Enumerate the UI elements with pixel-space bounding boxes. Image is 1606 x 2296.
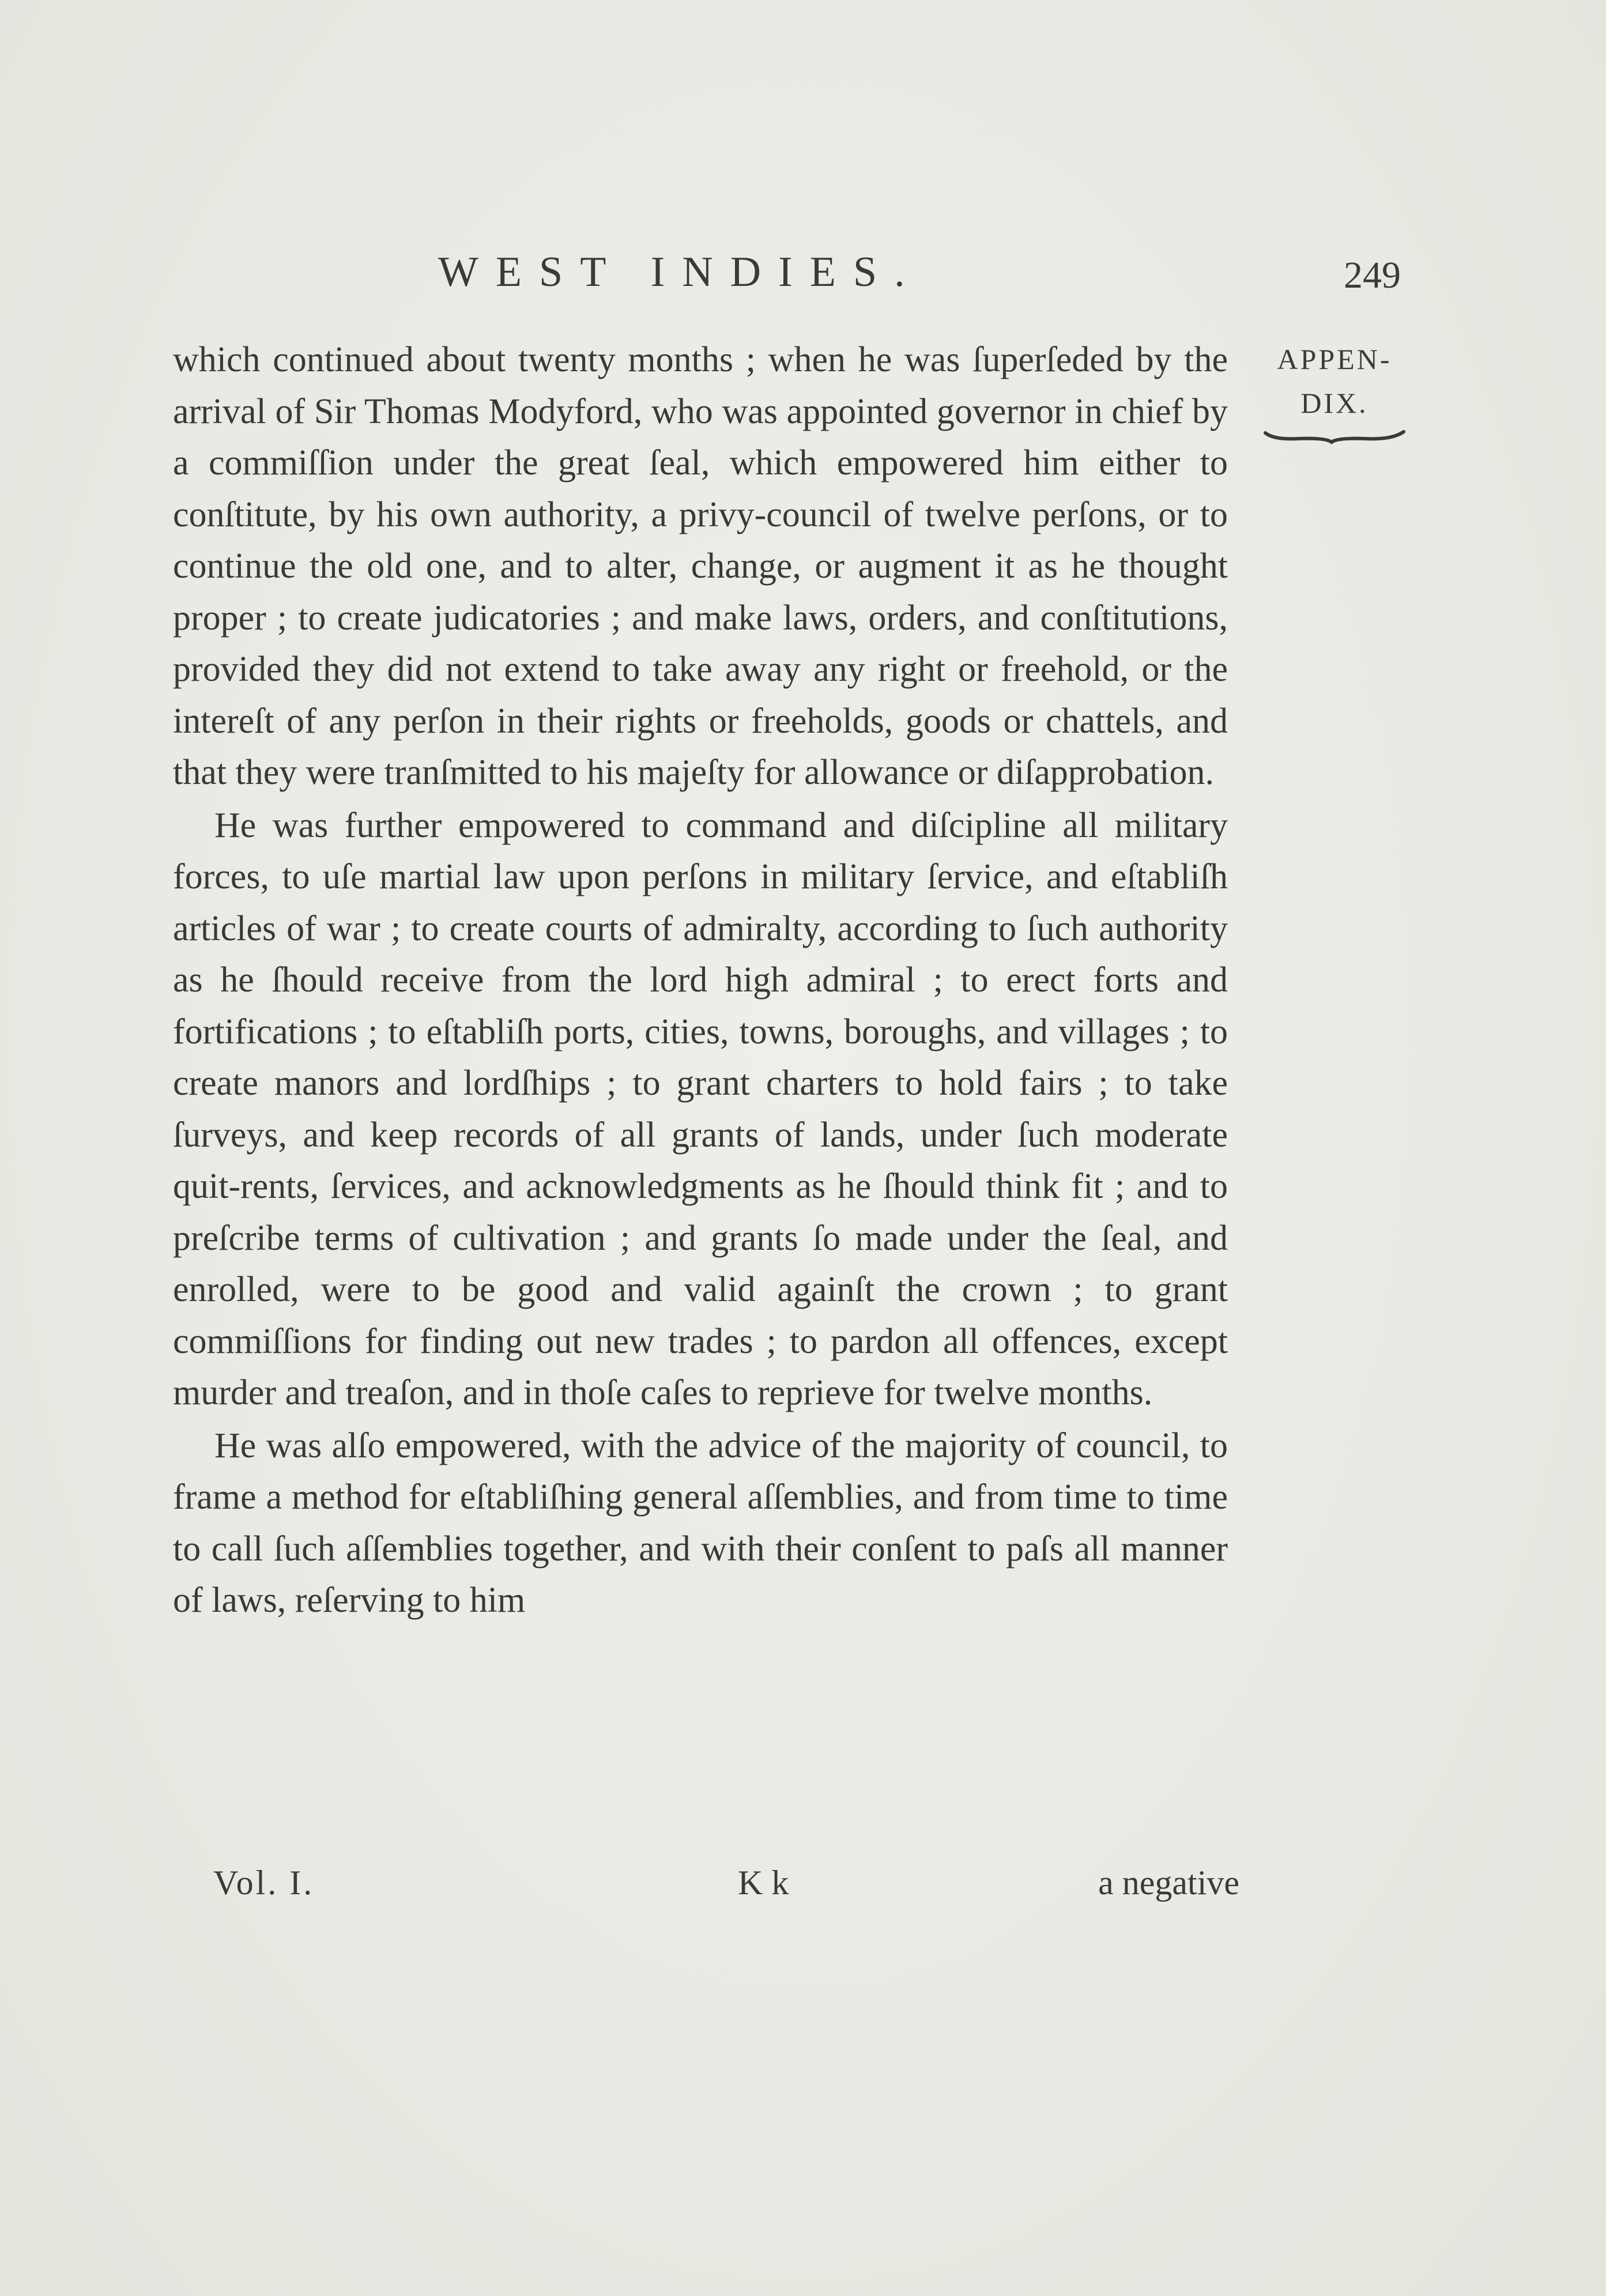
volume-label: Vol. I. <box>213 1864 315 1902</box>
running-title: WEST INDIES. <box>438 248 922 296</box>
page-footer <box>213 1863 1239 1915</box>
running-head <box>173 248 1401 311</box>
margin-note <box>1251 337 1418 444</box>
paragraph-1: which continued about twenty months ; when he was ſuperſeded by the arrival of Sir Thomas Modyford, who was appointed governor in chief by a commiſſion under the great ſeal, which empowered him either to conſtitute, by his own authority, a privy-council of twelve perſons, or to continue the old one, and to alter, change, or augment it as he thought proper ; to create judicatories ; and make laws, orders, and conſtitutions, provided they did not extend to take away any right or freehold, or the intereſt of any perſon in their rights or freeholds, goods or chattels, and that they were tranſmitted to his majeſty for allowance or diſapprobation. <box>173 340 1228 792</box>
brace-ornament-icon <box>1262 427 1407 444</box>
body-text <box>173 334 1228 1627</box>
catchword: a negative <box>1098 1864 1239 1902</box>
page-number: 249 <box>1344 254 1401 296</box>
paragraph-3: He was alſo empowered, with the advice of the majority of council, to frame a method for eſtabliſhing general aſſemblies, and from time to time to call ſuch aſſemblies together, and with their conſent to paſs all manner of laws, reſerving to him <box>173 1426 1228 1620</box>
margin-note-line-2: DIX. <box>1300 387 1369 419</box>
signature-mark: K k <box>738 1864 789 1902</box>
margin-note-line-1: APPEN- <box>1277 343 1392 375</box>
paragraph-2: He was further empowered to command and diſcipline all military forces, to uſe martial law upon perſons in military ſervice, and eſtabliſh articles of war ; to create courts of admiralty, according to ſuch authority as he ſhould receive from the lord high admiral ; to erect forts and fortifications ; to eſtabliſh ports, cities, towns, boroughs, and villages ; to create manors and lordſhips ; to grant charters to hold fairs ; to take ſurveys, and keep records of all grants of lands, under ſuch moderate quit-rents, ſervices, and acknowledgments as he ſhould think fit ; and to preſcribe terms of cultivation ; and grants ſo made under the ſeal, and enrolled, were to be good and valid againſt the crown ; to grant commiſſions for finding out new trades ; to pardon all offences, except murder and treaſon, and in thoſe caſes to reprieve for twelve months. <box>173 805 1228 1412</box>
